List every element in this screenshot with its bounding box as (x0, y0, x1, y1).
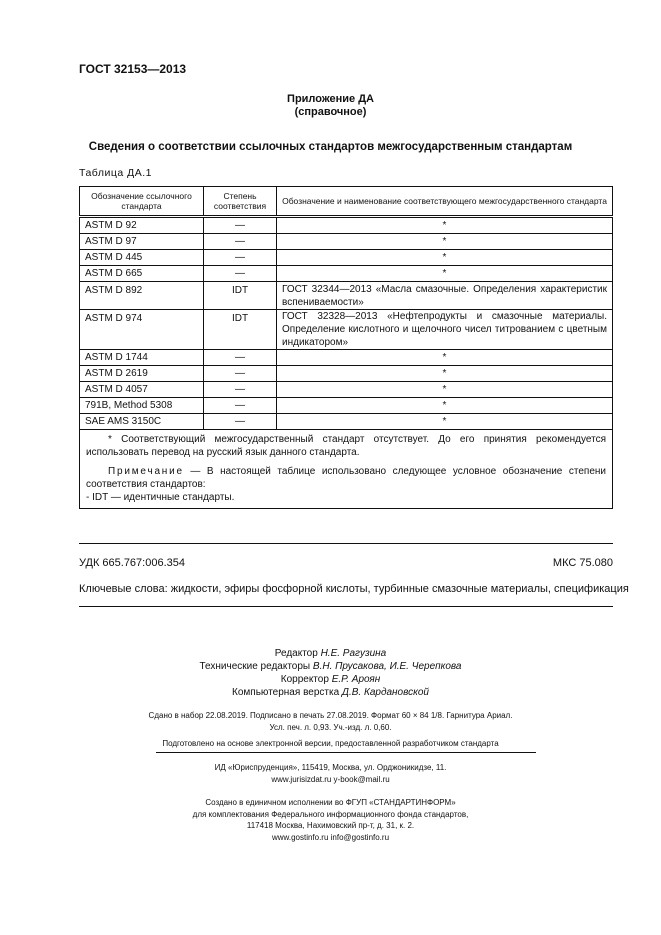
table-row (80, 310, 613, 350)
document-code: ГОСТ 32153—2013 (79, 62, 187, 76)
annex-subtitle: (справочное) (294, 106, 367, 118)
cell-reference: ASTM D 92 (80, 217, 204, 234)
cell-reference: ASTM D 665 (80, 266, 204, 282)
annex-title: Приложение ДА (287, 93, 374, 105)
layout-label: Компьютерная верстка (232, 687, 342, 698)
header-reference-standard: Обозначение ссылочного стандарта (80, 187, 204, 217)
table-label: Таблица ДА.1 (79, 167, 152, 179)
imprint-line: www.gostinfo.ru info@gostinfo.ru (271, 832, 390, 842)
cell-degree: — (204, 366, 277, 382)
table-note (86, 465, 606, 491)
table-row (80, 250, 613, 266)
credit-corrector (0, 673, 661, 686)
credits-block (0, 647, 661, 699)
credit-layout (0, 686, 661, 699)
cell-degree: IDT (204, 282, 277, 310)
corrector-name: Е.Р. Ароян (331, 674, 381, 685)
cell-degree: — (204, 217, 277, 234)
imprint-line: ИД «Юриспруденция», 115419, Москва, ул. Орджоникидзе, 11. (214, 763, 447, 772)
cell-degree: IDT (204, 310, 277, 350)
cell-standard: * (277, 234, 613, 250)
mks-code: МКС 75.080 (552, 557, 613, 569)
cell-degree: — (204, 382, 277, 398)
imprint-line: Усл. печ. л. 0,93. Уч.-изд. л. 0,60. (269, 722, 392, 732)
tech-names: В.Н. Прусакова, И.Е. Черепкова (312, 661, 462, 672)
credit-editor (0, 647, 661, 660)
table-row (80, 266, 613, 282)
imprint-publisher (0, 762, 661, 785)
table-row (80, 366, 613, 382)
cell-standard: * (277, 414, 613, 430)
imprint-divider (156, 752, 536, 753)
table-footnote-row (80, 430, 613, 509)
note-word: Примечание (108, 466, 184, 477)
cell-reference: ASTM D 1744 (80, 350, 204, 366)
cell-reference: ASTM D 2619 (80, 366, 204, 382)
credit-tech-editors (0, 660, 661, 673)
imprint-source: Подготовлено на основе электронной версии, предоставленной разработчиком стандарта (162, 739, 499, 748)
cell-standard: * (277, 366, 613, 382)
cell-reference: 791B, Method 5308 (80, 398, 204, 414)
table-row (80, 217, 613, 234)
cell-degree: — (204, 250, 277, 266)
cell-degree: — (204, 350, 277, 366)
cell-reference: ASTM D 97 (80, 234, 204, 250)
keywords: Ключевые слова: жидкости, эфиры фосфорной кислоты, турбинные смазочные материалы, спецификация (79, 583, 629, 595)
annex-header (0, 93, 661, 119)
cell-reference: ASTM D 445 (80, 250, 204, 266)
cell-standard: * (277, 217, 613, 234)
udk-code: УДК 665.767:006.354 (79, 557, 185, 569)
table-row (80, 234, 613, 250)
table-row (80, 414, 613, 430)
cell-degree: — (204, 266, 277, 282)
imprint-line: для комплектования Федерального информационного фонда стандартов, (192, 809, 469, 819)
note-item: - IDT — идентичные стандарты. (86, 492, 235, 503)
table-header-row (80, 187, 613, 217)
header-degree: Степень соответствия (204, 187, 277, 217)
cell-degree: — (204, 398, 277, 414)
cell-reference: ASTM D 4057 (80, 382, 204, 398)
annex-heading: Сведения о соответствии ссылочных стандартов межгосударственным стандартам (88, 141, 573, 153)
imprint-standartinform (0, 797, 661, 843)
cell-reference: ASTM D 974 (80, 310, 204, 350)
cell-degree: — (204, 234, 277, 250)
cell-standard: * (277, 350, 613, 366)
corrector-label: Корректор (280, 674, 332, 685)
cell-standard: * (277, 250, 613, 266)
imprint-line: 117418 Москва, Нахимовский пр-т, д. 31, к. 2. (246, 821, 415, 830)
header-interstate-standard: Обозначение и наименование соответствующего межгосударственного стандарта (277, 187, 613, 217)
table-row (80, 282, 613, 310)
table-row (80, 382, 613, 398)
table-row (80, 350, 613, 366)
imprint-print-info (0, 710, 661, 733)
divider-top (79, 543, 613, 544)
cell-standard: ГОСТ 32328—2013 «Нефтепродукты и смазочные материалы. Определение кислотного и щелочного чисел титрованием с цветным индикатором» (277, 310, 613, 350)
cell-reference: SAE AMS 3150C (80, 414, 204, 430)
layout-name: Д.В. Кардановской (341, 687, 429, 698)
imprint-line: www.jurisizdat.ru y-book@mail.ru (271, 774, 390, 784)
cell-reference: ASTM D 892 (80, 282, 204, 310)
tech-label: Технические редакторы (199, 661, 313, 672)
note-text: — В настоящей таблице использовано следующее условное обозначение степени соответствия стандартов: (86, 466, 606, 490)
divider-bottom (79, 606, 613, 607)
cell-standard: * (277, 398, 613, 414)
cell-standard: * (277, 266, 613, 282)
imprint-line: Сдано в набор 22.08.2019. Подписано в печать 27.08.2019. Формат 60 × 84 1/8. Гарнитура Ариал. (148, 711, 513, 720)
cell-standard: * (277, 382, 613, 398)
editor-name: Н.Е. Рагузина (320, 648, 387, 659)
table-row (80, 398, 613, 414)
footnote-text: * Соответствующий межгосударственный стандарт отсутствует. До его принятия рекомендуется использовать перевод на русский язык данного стандарта. (86, 434, 606, 458)
cell-standard: ГОСТ 32344—2013 «Масла смазочные. Определения характеристик вспениваемости» (277, 282, 613, 310)
correspondence-table (79, 186, 613, 509)
cell-degree: — (204, 414, 277, 430)
table-footnote (80, 430, 613, 509)
editor-label: Редактор (274, 648, 321, 659)
imprint-line: Создано в единичном исполнении во ФГУП «СТАНДАРТИНФОРМ» (205, 798, 456, 807)
